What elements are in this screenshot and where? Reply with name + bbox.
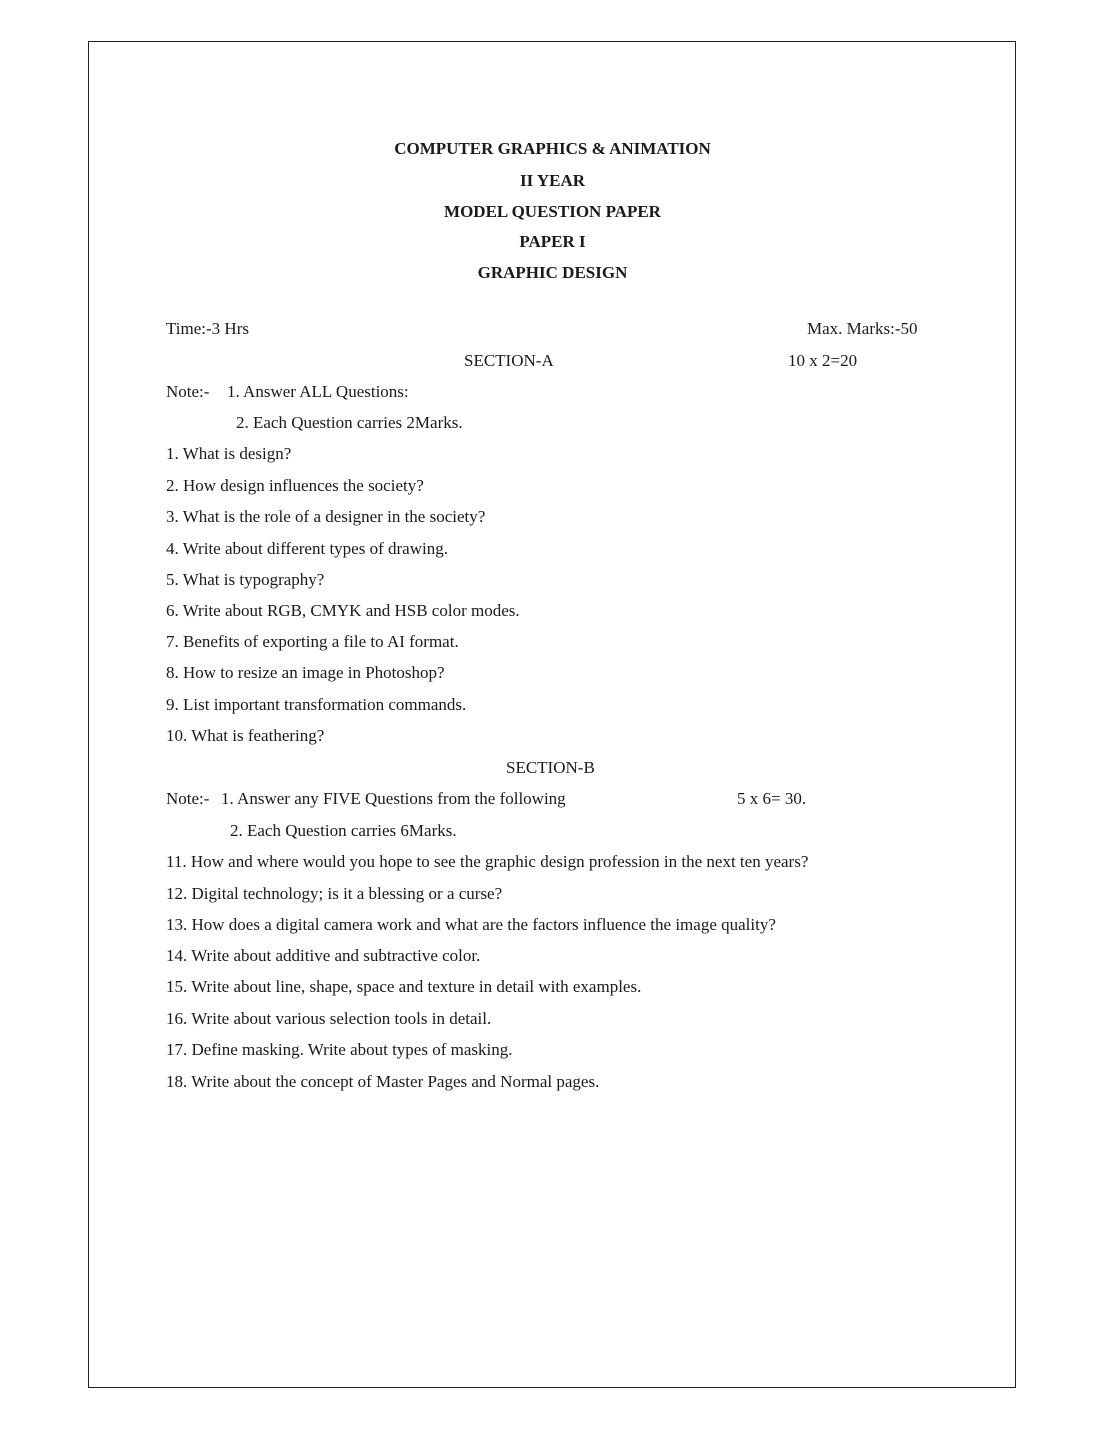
question-item: 6. Write about RGB, CMYK and HSB color modes. xyxy=(166,601,520,620)
paper-number-title: PAPER I xyxy=(519,232,586,251)
paper-title: GRAPHIC DESIGN xyxy=(477,263,628,282)
question-item: 15. Write about line, shape, space and texture in detail with examples. xyxy=(166,977,642,996)
year-title: II YEAR xyxy=(519,171,586,190)
question-item: 8. How to resize an image in Photoshop? xyxy=(166,663,445,682)
question-item: 13. How does a digital camera work and what are the factors influence the image quality? xyxy=(166,915,776,934)
question-item: 1. What is design? xyxy=(166,444,292,463)
section-b-note-2: 2. Each Question carries 6Marks. xyxy=(230,821,457,840)
section-a-note-label: Note:- xyxy=(166,382,210,401)
question-item: 16. Write about various selection tools in detail. xyxy=(166,1009,492,1028)
section-a-note-2: 2. Each Question carries 2Marks. xyxy=(236,413,463,432)
question-item: 7. Benefits of exporting a file to AI format. xyxy=(166,632,459,651)
question-item: 9. List important transformation commands. xyxy=(166,695,467,714)
section-a-marks: 10 x 2=20 xyxy=(788,351,858,370)
time-label: Time:-3 Hrs xyxy=(166,319,249,338)
max-marks-label: Max. Marks:-50 xyxy=(807,319,918,338)
subject-title: COMPUTER GRAPHICS & ANIMATION xyxy=(394,139,711,158)
question-item: 10. What is feathering? xyxy=(166,726,325,745)
section-b-heading: SECTION-B xyxy=(506,758,595,777)
question-item: 17. Define masking. Write about types of masking. xyxy=(166,1040,513,1059)
question-item: 4. Write about different types of drawing. xyxy=(166,539,448,558)
question-item: 11. How and where would you hope to see the graphic design profession in the next ten years? xyxy=(166,852,809,871)
section-b-note-label: Note:- xyxy=(166,789,210,808)
question-item: 18. Write about the concept of Master Pages and Normal pages. xyxy=(166,1072,600,1091)
question-item: 12. Digital technology; is it a blessing or a curse? xyxy=(166,884,503,903)
question-item: 3. What is the role of a designer in the society? xyxy=(166,507,486,526)
paper-type-title: MODEL QUESTION PAPER xyxy=(444,202,661,221)
section-b-note-1: 1. Answer any FIVE Questions from the following xyxy=(221,789,566,808)
question-item: 14. Write about additive and subtractive color. xyxy=(166,946,481,965)
section-a-heading: SECTION-A xyxy=(464,351,554,370)
section-b-marks: 5 x 6= 30. xyxy=(737,789,807,808)
question-item: 2. How design influences the society? xyxy=(166,476,424,495)
section-a-note-1: 1. Answer ALL Questions: xyxy=(227,382,409,401)
question-item: 5. What is typography? xyxy=(166,570,325,589)
